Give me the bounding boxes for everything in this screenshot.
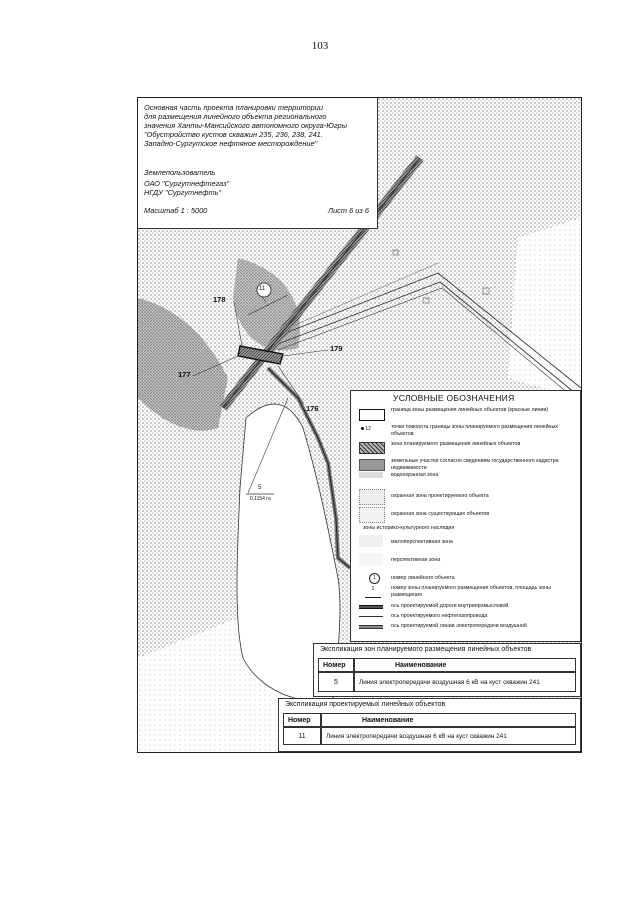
cadastre-parcels-icon (359, 459, 385, 471)
land-user: НГДУ "Сургутнефть" (144, 188, 222, 197)
zone-area-label: 0,1154 га (250, 496, 271, 502)
legend-text: охранная зона существующих объектов (391, 511, 490, 517)
legend-item (351, 489, 580, 509)
point-label-177: 177 (178, 370, 191, 379)
point-label-179: 179 (330, 344, 343, 353)
zone-number-label: 5 (258, 485, 262, 491)
page-number: 103 (311, 40, 329, 52)
zones-row-name: Линия электропередачи воздушная 6 кВ на куст скважин 241 (354, 672, 576, 692)
legend-text: земельные участки согласно сведениям государственного кадастра недвижимости (391, 458, 559, 471)
legend-item (351, 585, 580, 605)
legend (350, 390, 581, 642)
legend-text: перспективная зона (391, 557, 441, 563)
objects-row-number: 11 (283, 727, 321, 745)
object-number-label: 11 (259, 286, 266, 292)
legend-item (351, 553, 580, 573)
protection-designed-icon (359, 489, 385, 505)
sheet-label: Лист 6 из 6 (328, 206, 369, 215)
objects-header-number: Номер (283, 713, 321, 727)
legend-item (351, 507, 580, 527)
objects-explication (278, 698, 581, 752)
title-line: для размещения линейного объекта регионального (144, 112, 327, 121)
objects-header-name: Наименование (321, 713, 576, 727)
water-protection-icon (359, 472, 383, 478)
power-line-icon (359, 625, 383, 629)
legend-text: ось проектируемой линии электропередачи воздушной (391, 623, 527, 629)
clearing-area (508, 218, 581, 398)
legend-text: точки поворота границы зоны планируемого размещения линейных объектов (391, 424, 558, 437)
zones-row-number: 5 (318, 672, 354, 692)
zones-explication (313, 643, 581, 697)
legend-text: водоохранная зона (391, 472, 439, 478)
red-line-boundary-icon (359, 409, 385, 421)
zones-explication-caption: Экспликация зон планируемого размещения линейных объектов (320, 646, 532, 653)
legend-text: ось проектируемого нефтегазопровода (391, 613, 488, 619)
pipeline-icon (359, 616, 383, 617)
scale-label: Масштаб 1 : 5000 (144, 206, 208, 215)
legend-text: зоны историко-культурного наследия (363, 525, 455, 531)
legend-item (351, 535, 580, 555)
zones-header-number: Номер (318, 658, 354, 672)
protection-existing-icon (359, 507, 385, 523)
turning-point-icon (359, 424, 383, 434)
legend-text: ось проектируемой дороги внутрипромысловой (391, 603, 509, 609)
land-user-label: Землепользователь (144, 168, 216, 177)
legend-item (351, 623, 580, 643)
object-number-marker: 1 (373, 575, 376, 581)
title-line: значения Ханты-Мансийского автономного округа-Югры (144, 121, 348, 130)
zone-number-icon (365, 586, 381, 598)
title-line: Основная часть проекта планировки территории (144, 103, 323, 112)
title-block (138, 98, 378, 229)
point-label-176: 176 (306, 404, 319, 413)
road-icon (359, 605, 383, 609)
prospect-icon (359, 553, 383, 565)
objects-row-name: Линия электропередачи воздушная 6 кВ на куст скважин 241 (321, 727, 576, 745)
zone-number-marker: 1 (371, 586, 375, 592)
title-line: Западно-Сургутское нефтяное месторождение" (144, 139, 318, 148)
land-user: ОАО "Сургутнефтегаз" (144, 179, 230, 188)
legend-text: охранная зона проектируемого объекта (391, 493, 489, 499)
zones-header-name: Наименование (354, 658, 576, 672)
point-label-178: 178 (213, 295, 226, 304)
legend-text: малоперспективная зона (391, 539, 453, 545)
legend-title: УСЛОВНЫЕ ОБОЗНАЧЕНИЯ (393, 393, 515, 403)
title-line: "Обустройство кустов скважин 235, 236, 238, 241. (144, 130, 323, 139)
objects-explication-caption: Экспликация проектируемых линейных объектов (285, 701, 446, 708)
legend-text: граница зоны размещения линейных объектов (красные линии) (391, 407, 549, 413)
low-prospect-icon (359, 535, 383, 547)
map-sheet (137, 97, 582, 753)
hatch-zone-icon (359, 442, 385, 454)
legend-text: номер линейного объекта (391, 575, 455, 581)
object-number-icon (369, 573, 380, 584)
legend-text: номер зоны планируемого размещения объектов, площадь зоны размещения (391, 585, 551, 598)
legend-text: зона планируемого размещения линейных объектов (391, 441, 521, 447)
turning-point-marker: 12 (365, 426, 371, 432)
